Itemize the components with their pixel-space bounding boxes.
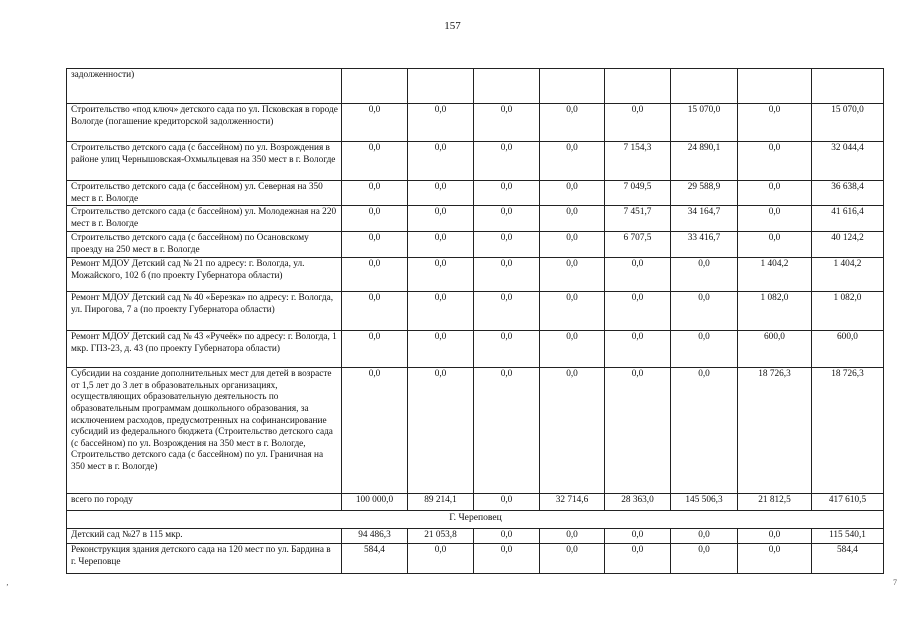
budget-table [66,68,884,574]
table-row [67,181,884,206]
value-cell: 0,0 [540,544,605,574]
value-cell [738,69,812,104]
value-cell: 15 070,0 [812,104,884,142]
value-cell: 0,0 [474,331,540,368]
table-body-bottom [67,529,884,574]
value-cell: 0,0 [540,232,605,258]
value-cell: 0,0 [605,258,671,292]
value-cell: 0,0 [540,331,605,368]
table-row [67,206,884,232]
value-cell: 32 714,6 [540,494,605,511]
value-cell: 0,0 [408,292,474,331]
value-cell: 0,0 [408,544,474,574]
value-cell: 1 404,2 [738,258,812,292]
table-row [67,494,884,511]
value-cell: 6 707,5 [605,232,671,258]
row-description: Строительство детского сада (с бассейном) по Осановскому проезду на 250 мест в г. Вологде [67,232,342,258]
value-cell: 0,0 [408,104,474,142]
value-cell [540,69,605,104]
value-cell: 0,0 [408,181,474,206]
row-description: Строительство детского сада (с бассейном) ул. Северная на 350 мест в г. Вологде [67,181,342,206]
value-cell: 0,0 [342,232,408,258]
value-cell: 0,0 [474,232,540,258]
value-cell: 0,0 [474,206,540,232]
table-row [67,69,884,104]
value-cell [671,69,738,104]
table-row [67,142,884,181]
row-description: Детский сад №27 в 115 мкр. [67,529,342,544]
value-cell: 0,0 [540,181,605,206]
value-cell [605,69,671,104]
value-cell: 0,0 [342,292,408,331]
row-description: Ремонт МДОУ Детский сад № 43 «Ручеёк» по адресу: г. Вологда, 1 мкр. ГПЗ-23, д. 43 (по проекту Губернатора области) [67,331,342,368]
row-description: Строительство «под ключ» детского сада по ул. Псковская в городе Вологде (погашение кредиторской задолженности) [67,104,342,142]
table-row [67,232,884,258]
value-cell: 0,0 [540,292,605,331]
page-number: 157 [444,20,461,32]
value-cell: 600,0 [738,331,812,368]
value-cell: 0,0 [342,206,408,232]
value-cell: 18 726,3 [812,368,884,494]
value-cell: 0,0 [738,142,812,181]
value-cell: 0,0 [671,292,738,331]
table-body-city [67,511,884,529]
value-cell: 0,0 [605,104,671,142]
value-cell: 0,0 [738,232,812,258]
value-cell: 0,0 [605,368,671,494]
value-cell: 94 486,3 [342,529,408,544]
value-cell: 600,0 [812,331,884,368]
value-cell: 7 049,5 [605,181,671,206]
value-cell: 0,0 [342,181,408,206]
value-cell [812,69,884,104]
value-cell: 0,0 [408,258,474,292]
value-cell: 0,0 [738,104,812,142]
value-cell: 34 164,7 [671,206,738,232]
table-row [67,331,884,368]
value-cell: 7 451,7 [605,206,671,232]
value-cell: 21 053,8 [408,529,474,544]
value-cell: 7 154,3 [605,142,671,181]
value-cell: 0,0 [474,544,540,574]
value-cell: 0,0 [605,544,671,574]
value-cell: 0,0 [408,142,474,181]
table-row [67,544,884,574]
value-cell: 0,0 [408,206,474,232]
value-cell: 0,0 [408,232,474,258]
left-edge-mark: ‚ [6,578,9,587]
table-row [67,292,884,331]
value-cell: 0,0 [540,206,605,232]
value-cell: 145 506,3 [671,494,738,511]
value-cell: 0,0 [342,331,408,368]
value-cell: 18 726,3 [738,368,812,494]
value-cell: 0,0 [342,368,408,494]
row-description: задолженности) [67,69,342,104]
row-description: Реконструкция здания детского сада на 120 мест по ул. Бардина в г. Череповце [67,544,342,574]
value-cell: 0,0 [474,292,540,331]
value-cell: 21 812,5 [738,494,812,511]
value-cell: 0,0 [342,104,408,142]
value-cell [408,69,474,104]
value-cell: 115 540,1 [812,529,884,544]
value-cell: 0,0 [474,258,540,292]
value-cell: 0,0 [671,258,738,292]
value-cell: 100 000,0 [342,494,408,511]
value-cell: 0,0 [474,368,540,494]
value-cell: 1 404,2 [812,258,884,292]
value-cell: 0,0 [408,331,474,368]
row-description: Строительство детского сада (с бассейном) по ул. Возрождения в районе улиц Чернышовская-Охмыльцевая на 350 мест в г. Вологде [67,142,342,181]
value-cell: 0,0 [671,544,738,574]
value-cell: 1 082,0 [738,292,812,331]
table-body-top [67,69,884,511]
value-cell: 584,4 [812,544,884,574]
value-cell: 32 044,4 [812,142,884,181]
city-header-row [67,511,884,529]
value-cell: 0,0 [540,368,605,494]
table-row [67,529,884,544]
value-cell: 89 214,1 [408,494,474,511]
right-edge-mark: 7 [893,578,897,587]
row-description: всего по городу [67,494,342,511]
value-cell: 0,0 [540,529,605,544]
value-cell: 0,0 [540,258,605,292]
value-cell: 29 588,9 [671,181,738,206]
value-cell: 0,0 [671,529,738,544]
value-cell: 33 416,7 [671,232,738,258]
value-cell: 0,0 [605,292,671,331]
value-cell: 0,0 [474,104,540,142]
row-description: Ремонт МДОУ Детский сад № 21 по адресу: г. Вологда, ул. Можайского, 102 б (по проекту Губернатора области) [67,258,342,292]
value-cell: 0,0 [540,142,605,181]
value-cell [342,69,408,104]
value-cell: 15 070,0 [671,104,738,142]
value-cell: 0,0 [738,181,812,206]
value-cell: 0,0 [605,331,671,368]
value-cell: 41 616,4 [812,206,884,232]
value-cell: 584,4 [342,544,408,574]
city-header: Г. Череповец [67,511,884,529]
value-cell: 0,0 [342,258,408,292]
value-cell: 0,0 [671,331,738,368]
value-cell: 0,0 [738,544,812,574]
value-cell: 0,0 [738,206,812,232]
value-cell [474,69,540,104]
value-cell: 28 363,0 [605,494,671,511]
row-description: Субсидии на создание дополнительных мест для детей в возрасте от 1,5 лет до 3 лет в образовательных организациях, осуществляющих образовательную деятельность по образовательным программам дошкольного образования, за исключением расходов, предусмотренных на софинансирование субсидий из федерального бюджета (Строительство детского сада (с бассейном) по ул. Возрождения на 350 мест в г. Вологде, Строительство детского сада (с бассейном) по ул. Граничная на 350 мест в г. Вологде) [67,368,342,494]
value-cell: 0,0 [408,368,474,494]
value-cell: 0,0 [671,368,738,494]
value-cell: 0,0 [474,494,540,511]
value-cell: 0,0 [342,142,408,181]
value-cell: 0,0 [605,529,671,544]
value-cell: 36 638,4 [812,181,884,206]
value-cell: 40 124,2 [812,232,884,258]
value-cell: 0,0 [540,104,605,142]
value-cell: 0,0 [474,529,540,544]
row-description: Строительство детского сада (с бассейном) ул. Молодежная на 220 мест в г. Вологде [67,206,342,232]
value-cell: 0,0 [474,181,540,206]
value-cell: 1 082,0 [812,292,884,331]
table-row [67,258,884,292]
value-cell: 0,0 [474,142,540,181]
value-cell: 0,0 [738,529,812,544]
row-description: Ремонт МДОУ Детский сад № 40 «Березка» по адресу: г. Вологда, ул. Пирогова, 7 а (по проекту Губернатора области) [67,292,342,331]
value-cell: 24 890,1 [671,142,738,181]
value-cell: 417 610,5 [812,494,884,511]
table-row [67,104,884,142]
table-row [67,368,884,494]
